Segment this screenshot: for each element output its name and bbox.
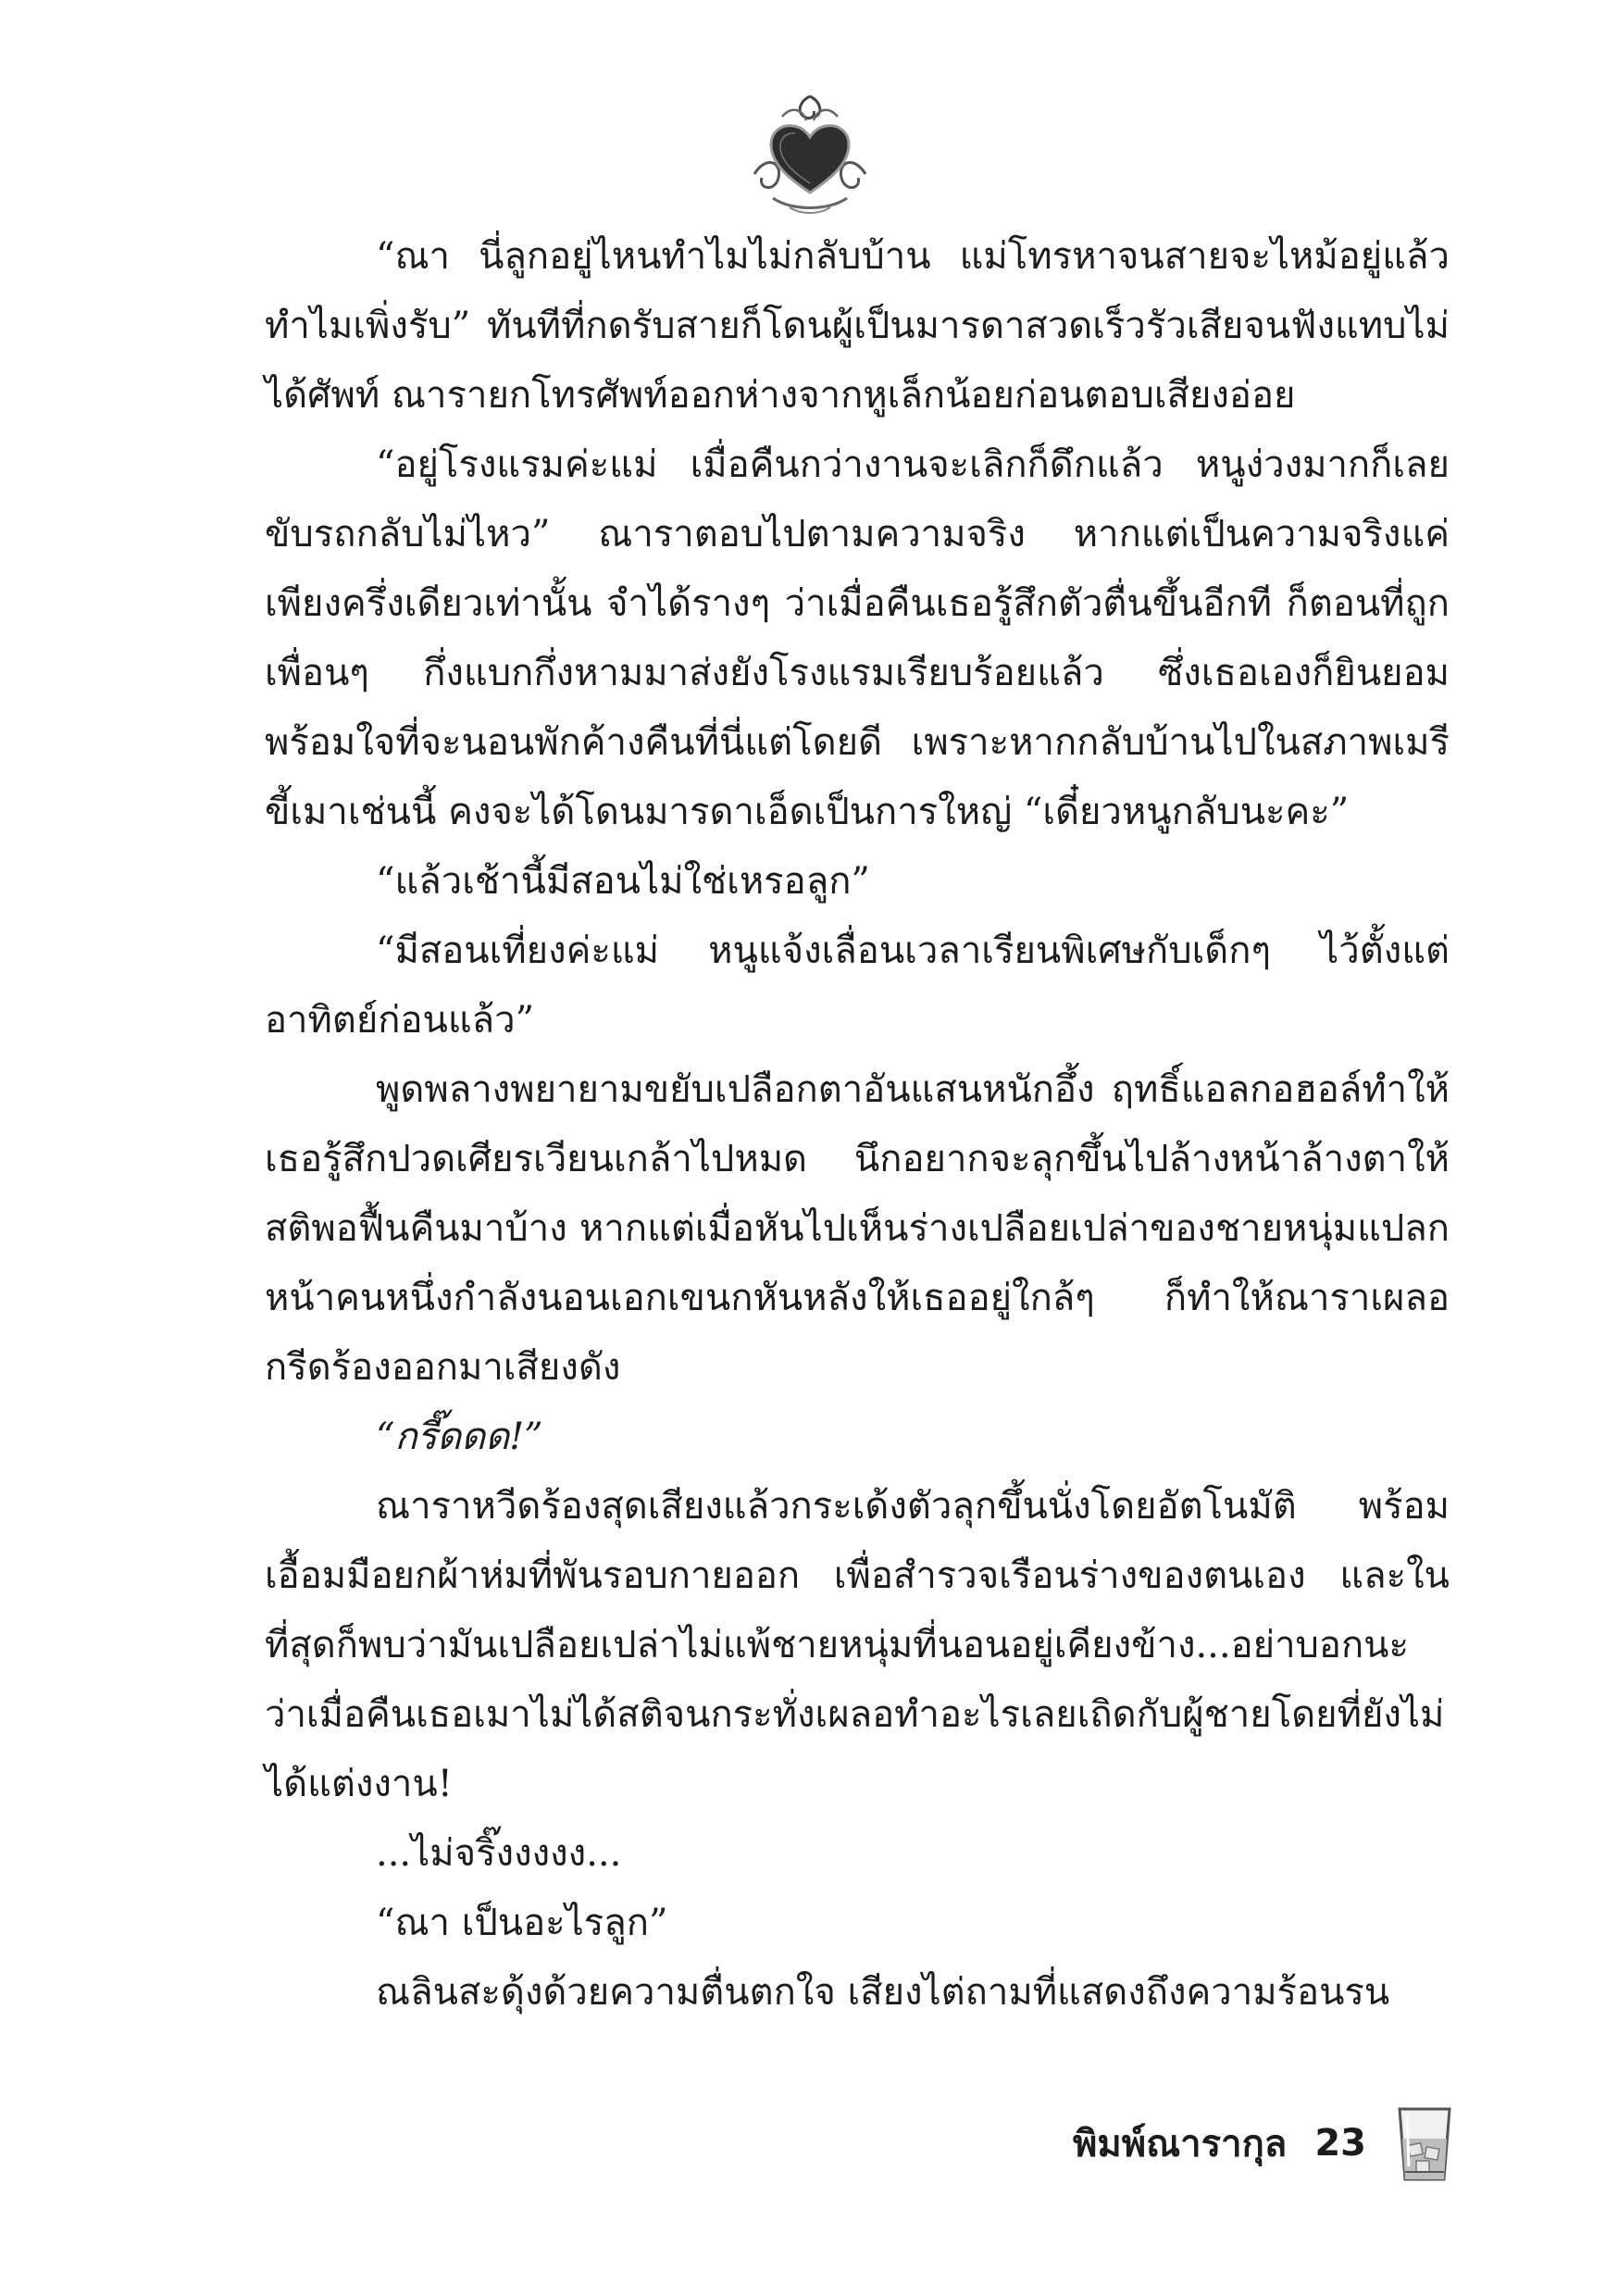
paragraph-exclamation: “กรี๊ดดด!” bbox=[376, 1416, 543, 1458]
paragraph: ณลินสะดุ้งด้วยความตื่นตกใจ เสียงไต่ถามที่แสดงถึงความร้อนรน bbox=[376, 1971, 1390, 2014]
paragraph: “มีสอนเที่ยงค่ะแม่ หนูแจ้งเลื่อนเวลาเรียนพิเศษกับเด็กๆ ไว้ตั้งแต่อาทิตย์ก่อนแล้ว” bbox=[265, 930, 1450, 1042]
page-number: 23 bbox=[1314, 2122, 1366, 2165]
page-footer bbox=[1073, 2102, 1455, 2185]
paragraph: “ณา นี่ลูกอยู่ไหนทำไมไม่กลับบ้าน แม่โทรหาจนสายจะไหม้อยู่แล้ว ทำไมเพิ่งรับ” ทันทีที่กดรับสายก็โดนผู้เป็นมารดาสวดเร็วรัวเสียจนฟังแทบไม่ได้ศัพท์ ณารายกโทรศัพท์ออกห่างจากหูเล็กน้อยก่อนตอบเสียงอ่อย bbox=[265, 235, 1450, 417]
paragraph: “แล้วเช้านี้มีสอนไม่ใช่เหรอลูก” bbox=[376, 860, 870, 903]
paragraph: ณาราหวีดร้องสุดเสียงแล้วกระเด้งตัวลุกขึ้นนั่งโดยอัตโนมัติ พร้อมเอื้อมมือยกผ้าห่มที่พันรอบกายออก เพื่อสำรวจเรือนร่างของตนเอง และในที่สุดก็พบว่ามันเปลือยเปล่าไม่แพ้ชายหนุ่มที่นอนอยู่เคียงข้าง...อย่าบอกนะว่าเมื่อคืนเธอเมาไม่ได้สติจนกระทั่งเผลอทำอะไรเลยเถิดกับผู้ชายโดยที่ยังไม่ได้แต่งงาน! bbox=[265, 1485, 1450, 1805]
paragraph: พูดพลางพยายามขยับเปลือกตาอันแสนหนักอึ้ง ฤทธิ์แอลกอฮอล์ทำให้เธอรู้สึกปวดเศียรเวียนเกล้าไปหมด นึกอยากจะลุกขึ้นไปล้างหน้าล้างตาให้สติพอฟื้นคืนมาบ้าง หากแต่เมื่อหันไปเห็นร่างเปลือยเปล่าของชายหนุ่มแปลกหน้าคนหนึ่งกำลังนอนเอกเขนกหันหลังให้เธออยู่ใกล้ๆ ก็ทำให้ณาราเผลอกรีดร้องออกมาเสียงดัง bbox=[265, 1068, 1450, 1389]
book-title: พิมพ์ณารากุล bbox=[1072, 2123, 1288, 2165]
body-text bbox=[265, 222, 1450, 2028]
paragraph: “อยู่โรงแรมค่ะแม่ เมื่อคืนกว่างานจะเลิกก็ดึกแล้ว หนูง่วงมากก็เลยขับรถกลับไม่ไหว” ณาราตอบไปตามความจริง หากแต่เป็นความจริงแค่เพียงครึ่งเดียวเท่านั้น จำได้รางๆ ว่าเมื่อคืนเธอรู้สึกตัวตื่นขึ้นอีกที ก็ตอนที่ถูกเพื่อนๆ กึ่งแบกกึ่งหามมาส่งยังโรงแรมเรียบร้อยแล้ว ซึ่งเธอเองก็ยินยอมพร้อมใจที่จะนอนพักค้างคืนที่นี่แต่โดยดี เพราะหากกลับบ้านไปในสภาพเมรีขี้เมาเช่นนี้ คงจะได้โดนมารดาเอ็ดเป็นการใหญ่ “เดี๋ยวหนูกลับนะคะ” bbox=[265, 443, 1450, 833]
ornamental-crest-icon bbox=[745, 89, 875, 218]
paragraph: ...ไม่จริ๊งงงงง... bbox=[376, 1832, 622, 1875]
whiskey-glass-icon bbox=[1394, 2102, 1455, 2185]
paragraph: “ณา เป็นอะไรลูก” bbox=[376, 1902, 668, 1944]
